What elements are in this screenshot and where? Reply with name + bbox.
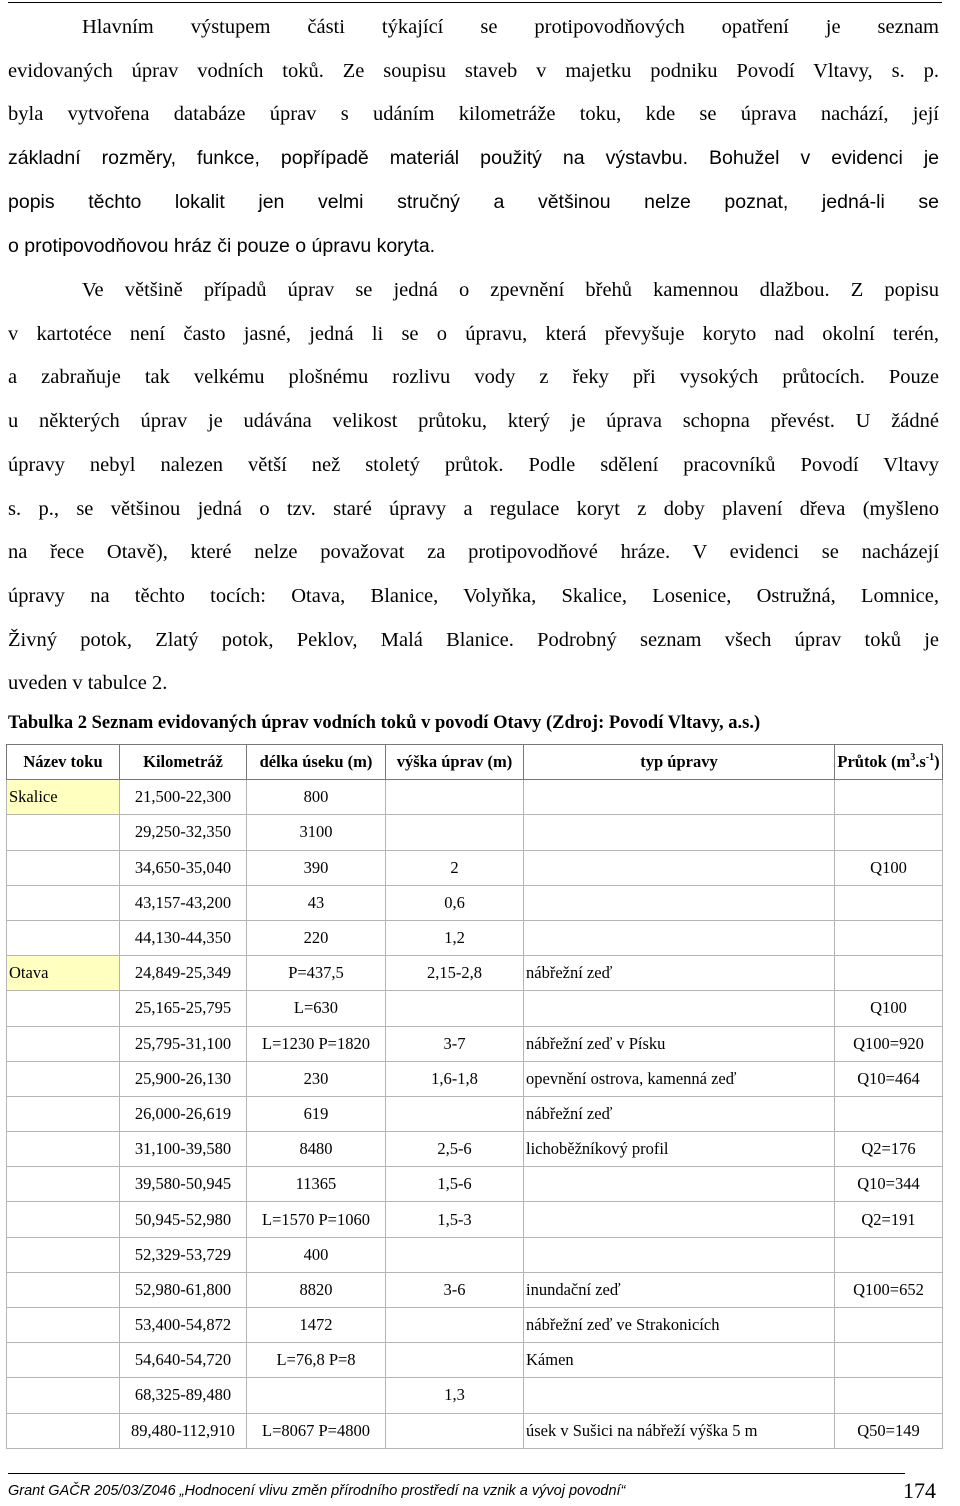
cell-name — [7, 1308, 120, 1343]
cell-type — [524, 780, 835, 815]
cell-kilometraz: 44,130-44,350 — [120, 920, 247, 955]
cell-length: 8820 — [247, 1272, 386, 1307]
cell-height — [386, 991, 524, 1026]
cell-name — [7, 920, 120, 955]
paragraph-line: s. p., se většinou jedná o tzv. staré úpravy a regulace koryt z doby plavení dřeva (myšleno — [8, 497, 939, 520]
paragraph-line: úpravy nebyl nalezen větší než stoletý průtok. Podle sdělení pracovníků Povodí Vltavy — [8, 453, 939, 476]
cell-type — [524, 1167, 835, 1202]
table-row — [7, 850, 943, 885]
cell-type: opevnění ostrova, kamenná zeď — [524, 1061, 835, 1096]
cell-name — [7, 1272, 120, 1307]
col-header-km: Kilometráž — [120, 745, 247, 780]
cell-type — [524, 1237, 835, 1272]
cell-type: úsek v Sušici na nábřeží výška 5 m — [524, 1413, 835, 1448]
paragraph-line: a zabraňuje tak velkému plošnému rozlivu vody z řeky při vysokých průtocích. Pouze — [8, 366, 939, 389]
cell-length: L=630 — [247, 991, 386, 1026]
cell-height — [386, 1308, 524, 1343]
cell-flow — [835, 956, 943, 991]
cell-flow — [835, 885, 943, 920]
cell-name — [7, 850, 120, 885]
cell-length: 43 — [247, 885, 386, 920]
cell-type — [524, 1378, 835, 1413]
cell-kilometraz: 54,640-54,720 — [120, 1343, 247, 1378]
cell-height — [386, 1096, 524, 1131]
cell-name — [7, 1343, 120, 1378]
cell-length: P=437,5 — [247, 956, 386, 991]
cell-name — [7, 991, 120, 1026]
paragraph-line: základní rozměry, funkce, popřípadě materiál použitý na výstavbu. Bohužel v evidenci je — [8, 147, 939, 170]
cell-length: 800 — [247, 780, 386, 815]
cell-flow — [835, 1308, 943, 1343]
paragraph-line: Hlavním výstupem části týkající se protipovodňových opatření je seznam — [82, 16, 939, 38]
cell-name — [7, 1202, 120, 1237]
paragraph-line: u některých úprav je udávána velikost průtoku, který je úprava schopna převést. U žádné — [8, 410, 939, 433]
paragraph-line: úpravy na těchto tocích: Otava, Blanice, Volyňka, Skalice, Losenice, Ostružná, Lomnice, — [8, 584, 939, 607]
cell-type: lichoběžníkový profil — [524, 1132, 835, 1167]
cell-kilometraz: 25,900-26,130 — [120, 1061, 247, 1096]
cell-kilometraz: 52,329-53,729 — [120, 1237, 247, 1272]
table-row — [7, 1096, 943, 1131]
paragraph-line: popis těchto lokalit jen velmi stručný a většinou nelze poznat, jedná-li se — [8, 190, 939, 213]
cell-type — [524, 991, 835, 1026]
cell-kilometraz: 52,980-61,800 — [120, 1272, 247, 1307]
table-row — [7, 885, 943, 920]
cell-name: Otava — [7, 956, 120, 991]
cell-name: Skalice — [7, 780, 120, 815]
table-row — [7, 1378, 943, 1413]
paragraph-line: o protipovodňovou hráz či pouze o úpravu koryta. — [8, 234, 436, 257]
cell-type — [524, 815, 835, 850]
cell-height: 2,5-6 — [386, 1132, 524, 1167]
paragraph-line: na řece Otavě), které nelze považovat za protipovodňové hráze. V evidenci se nacházejí — [8, 541, 939, 564]
cell-height — [386, 1343, 524, 1378]
cell-flow: Q10=344 — [835, 1167, 943, 1202]
cell-kilometraz: 21,500-22,300 — [120, 780, 247, 815]
cell-kilometraz: 43,157-43,200 — [120, 885, 247, 920]
table-row — [7, 1413, 943, 1448]
paragraph-line: v kartotéce není často jasné, jedná li se o úpravu, která převyšuje koryto nad okolní terén, — [8, 322, 939, 345]
data-table — [6, 744, 943, 1449]
table-row — [7, 1237, 943, 1272]
table-row — [7, 1343, 943, 1378]
cell-kilometraz: 39,580-50,945 — [120, 1167, 247, 1202]
cell-type: Kámen — [524, 1343, 835, 1378]
cell-name — [7, 1132, 120, 1167]
cell-length: 400 — [247, 1237, 386, 1272]
cell-kilometraz: 53,400-54,872 — [120, 1308, 247, 1343]
cell-kilometraz: 89,480-112,910 — [120, 1413, 247, 1448]
cell-height — [386, 815, 524, 850]
cell-type — [524, 920, 835, 955]
cell-length: L=1230 P=1820 — [247, 1026, 386, 1061]
cell-kilometraz: 50,945-52,980 — [120, 1202, 247, 1237]
cell-type: inundační zeď — [524, 1272, 835, 1307]
cell-height: 1,5-3 — [386, 1202, 524, 1237]
cell-flow — [835, 1237, 943, 1272]
cell-kilometraz: 34,650-35,040 — [120, 850, 247, 885]
cell-height — [386, 1237, 524, 1272]
cell-length: L=1570 P=1060 — [247, 1202, 386, 1237]
cell-flow — [835, 1378, 943, 1413]
cell-length: 390 — [247, 850, 386, 885]
cell-flow: Q50=149 — [835, 1413, 943, 1448]
cell-flow: Q100=652 — [835, 1272, 943, 1307]
cell-flow: Q10=464 — [835, 1061, 943, 1096]
cell-name — [7, 885, 120, 920]
paragraph-2 — [8, 269, 939, 706]
cell-flow: Q100 — [835, 991, 943, 1026]
paragraph-1 — [8, 6, 939, 268]
cell-name — [7, 1061, 120, 1096]
cell-height: 1,3 — [386, 1378, 524, 1413]
cell-type — [524, 850, 835, 885]
cell-height: 1,5-6 — [386, 1167, 524, 1202]
cell-type: nábřežní zeď v Písku — [524, 1026, 835, 1061]
cell-kilometraz: 24,849-25,349 — [120, 956, 247, 991]
table-row — [7, 956, 943, 991]
table-row — [7, 1167, 943, 1202]
cell-flow — [835, 780, 943, 815]
cell-type: nábřežní zeď — [524, 956, 835, 991]
page-number: 174 — [903, 1478, 936, 1503]
col-header-type: typ úpravy — [524, 745, 835, 780]
cell-flow — [835, 815, 943, 850]
cell-name — [7, 1167, 120, 1202]
cell-name — [7, 815, 120, 850]
col-header-name: Název toku — [7, 745, 120, 780]
footer-text: Grant GAČR 205/03/Z046 „Hodnocení vlivu změn přírodního prostředí na vznik a vývoj povodní“ — [8, 1483, 626, 1499]
cell-height: 2,15-2,8 — [386, 956, 524, 991]
table-row — [7, 1308, 943, 1343]
table-header-row — [7, 745, 943, 780]
table-row — [7, 1132, 943, 1167]
cell-type — [524, 1202, 835, 1237]
cell-length: 619 — [247, 1096, 386, 1131]
cell-length: 220 — [247, 920, 386, 955]
cell-name — [7, 1096, 120, 1131]
cell-length: 3100 — [247, 815, 386, 850]
cell-length: L=76,8 P=8 — [247, 1343, 386, 1378]
cell-flow — [835, 920, 943, 955]
table-row — [7, 1272, 943, 1307]
table-row — [7, 991, 943, 1026]
col-header-length: délka úseku (m) — [247, 745, 386, 780]
paragraph-line: uveden v tabulce 2. — [8, 672, 168, 695]
cell-height: 1,2 — [386, 920, 524, 955]
cell-height: 2 — [386, 850, 524, 885]
table-row — [7, 1026, 943, 1061]
cell-kilometraz: 25,795-31,100 — [120, 1026, 247, 1061]
paragraph-line: evidovaných úprav vodních toků. Ze soupisu staveb v majetku podniku Povodí Vltavy, s. p. — [8, 59, 939, 82]
cell-kilometraz: 29,250-32,350 — [120, 815, 247, 850]
cell-height: 3-7 — [386, 1026, 524, 1061]
table-row — [7, 1202, 943, 1237]
cell-name — [7, 1237, 120, 1272]
cell-length: L=8067 P=4800 — [247, 1413, 386, 1448]
paragraph-line: Ve většině případů úprav se jedná o zpevnění břehů kamennou dlažbou. Z popisu — [82, 279, 939, 301]
cell-length: 11365 — [247, 1167, 386, 1202]
header-rule — [8, 2, 942, 3]
cell-name — [7, 1026, 120, 1061]
paragraph-line: Živný potok, Zlatý potok, Peklov, Malá Blanice. Podrobný seznam všech úprav toků je — [8, 628, 939, 651]
cell-height: 1,6-1,8 — [386, 1061, 524, 1096]
cell-height — [386, 1413, 524, 1448]
cell-name — [7, 1378, 120, 1413]
cell-length: 8480 — [247, 1132, 386, 1167]
col-header-height: výška úprav (m) — [386, 745, 524, 780]
cell-type: nábřežní zeď — [524, 1096, 835, 1131]
cell-length: 230 — [247, 1061, 386, 1096]
cell-name — [7, 1413, 120, 1448]
cell-height: 3-6 — [386, 1272, 524, 1307]
table-caption: Tabulka 2 Seznam evidovaných úprav vodních toků v povodí Otavy (Zdroj: Povodí Vltavy, a.s.) — [8, 713, 761, 733]
cell-flow — [835, 1343, 943, 1378]
table-row — [7, 1061, 943, 1096]
paragraph-line: byla vytvořena databáze úprav s udáním kilometráže toku, kde se úprava nachází, její — [8, 103, 939, 126]
footer-rule — [8, 1473, 905, 1474]
cell-type: nábřežní zeď ve Strakonicích — [524, 1308, 835, 1343]
cell-flow: Q2=176 — [835, 1132, 943, 1167]
cell-kilometraz: 31,100-39,580 — [120, 1132, 247, 1167]
table-row — [7, 780, 943, 815]
cell-height: 0,6 — [386, 885, 524, 920]
cell-length — [247, 1378, 386, 1413]
cell-flow — [835, 1096, 943, 1131]
cell-kilometraz: 25,165-25,795 — [120, 991, 247, 1026]
cell-kilometraz: 68,325-89,480 — [120, 1378, 247, 1413]
cell-length: 1472 — [247, 1308, 386, 1343]
cell-height — [386, 780, 524, 815]
table-row — [7, 815, 943, 850]
col-header-flow: Průtok $(m^3.s^{-1})$ — [835, 745, 943, 780]
cell-type — [524, 885, 835, 920]
cell-flow: Q2=191 — [835, 1202, 943, 1237]
cell-kilometraz: 26,000-26,619 — [120, 1096, 247, 1131]
cell-flow: Q100 — [835, 850, 943, 885]
cell-flow: Q100=920 — [835, 1026, 943, 1061]
table-row — [7, 920, 943, 955]
